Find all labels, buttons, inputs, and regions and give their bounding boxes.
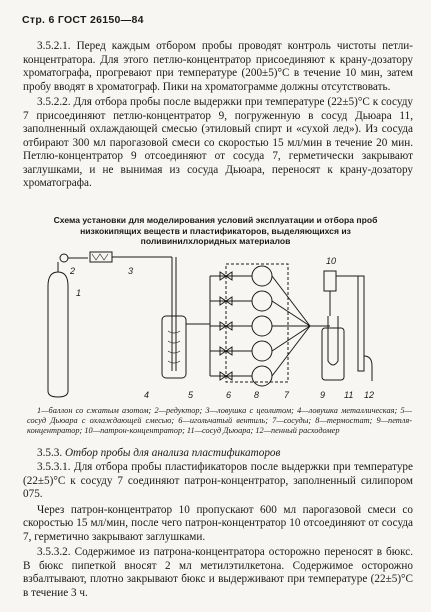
top-text-block [23,40,413,191]
figure-legend: 1—баллон со сжатым азотом; 2—редуктор; 3—ловушка с цеолитом; 4—ловушка металлическая; 5—сосуд Дьюара с охлаждающей смесью; 6—игольчатый вентиль; 7—сосуды; 8—термостат; 9—петля-концентратор; 10—патрон-концентратор; 11—сосуд Дьюара; 12—пенный расходомер [27,406,412,435]
vessel-rows [210,266,272,386]
callout-2: 2 [70,266,76,276]
dewar-vessel-11 [322,328,344,380]
callout-7: 7 [284,390,290,400]
section-heading [23,447,413,461]
paragraph-3-5-2-2: 3.5.2.2. Для отбора пробы после выдержки при температуре (22±5)°С к сосуду 7 присоединяют петлю-концентратор 9, погруженную в сосуд Дьюара 11, заполненный охлаждающей смесью (этиловый спирт и «сухой лед»). Из сосуда отбирают 300 мл парогазовой смеси со скоростью 15 мл/мин в течение 20 мин. Петлю-концентратор 9 отсоединяют от сосуда 7, герметически закрывают заглушками, и не вынимая из сосуда Дьюара, переносят к крану-дозатору хроматографа. [23,96,413,189]
section-title: Отбор пробы для анализа пластификаторов [64,447,281,459]
zeolite-trap [90,252,112,262]
concentrator-loop [328,316,338,365]
concentrator-cartridge [324,271,336,291]
paragraph-cartridge: Через патрон-концентратор 10 пропускают 600 мл парогазовой смеси со скоростью 15 мл/мин, после чего патрон-концентратор 10 отсоединяют от сосуда 7, герметично закрывают заглушками. [23,503,413,543]
callout-10: 10 [326,256,337,266]
callout-9: 9 [320,390,326,400]
callout-11: 11 [344,390,354,400]
nitrogen-cylinder [48,272,68,397]
callout-4: 4 [144,390,150,400]
apparatus-schematic [40,246,390,406]
callout-5: 5 [188,390,194,400]
reducer [60,254,68,262]
callout-8: 8 [254,390,260,400]
page-header: Стр. 6 ГОСТ 26150—84 [22,14,144,26]
paragraph-3-5-2-1: 3.5.2.1. Перед каждым отбором пробы проводят контроль чистоты петли-концентратора. Для этого петлю-концентратор присоединяют к крану-дозатору хроматографа, прогревают при температуре (200±5)°С в течение 10 мин, затем пробу вводят в хроматограф. Пики на хроматограмме должны отсутствовать. [23,40,413,93]
callout-6: 6 [226,390,232,400]
callout-1: 1 [76,288,82,298]
bottom-text-block [23,461,413,600]
section-number: 3.5.3. [37,447,63,459]
thermostat [226,264,288,382]
figure-title: Схема установки для моделирования условий эксплуатации и отбора проб низкокипящих веществ и пластификаторов, выделяющихся из поливинилхлоридных материалов [53,215,378,246]
callout-3: 3 [128,266,134,276]
paragraph-3-5-3-2: 3.5.3.2. Содержимое из патрона-концентратора осторожно переносят в бюкс. В бюкс пипеткой вносят 2 мл метилэтилкетона. Содержимое осторожно взбалтывают, плотно закрывают бюкс и выдерживают при температуре (22±5)°С в течение 3 ч. [23,546,413,599]
callout-12: 12 [364,390,375,400]
paragraph-3-5-3-1: 3.5.3.1. Для отбора пробы пластификаторов после выдержки при температуре (22±5)°С к сосуду 7 соединяют патрон-концентратор, заполненный силипором 075. [23,461,413,500]
dewar-vessel-5 [162,316,186,378]
foam-flowmeter [358,276,364,371]
